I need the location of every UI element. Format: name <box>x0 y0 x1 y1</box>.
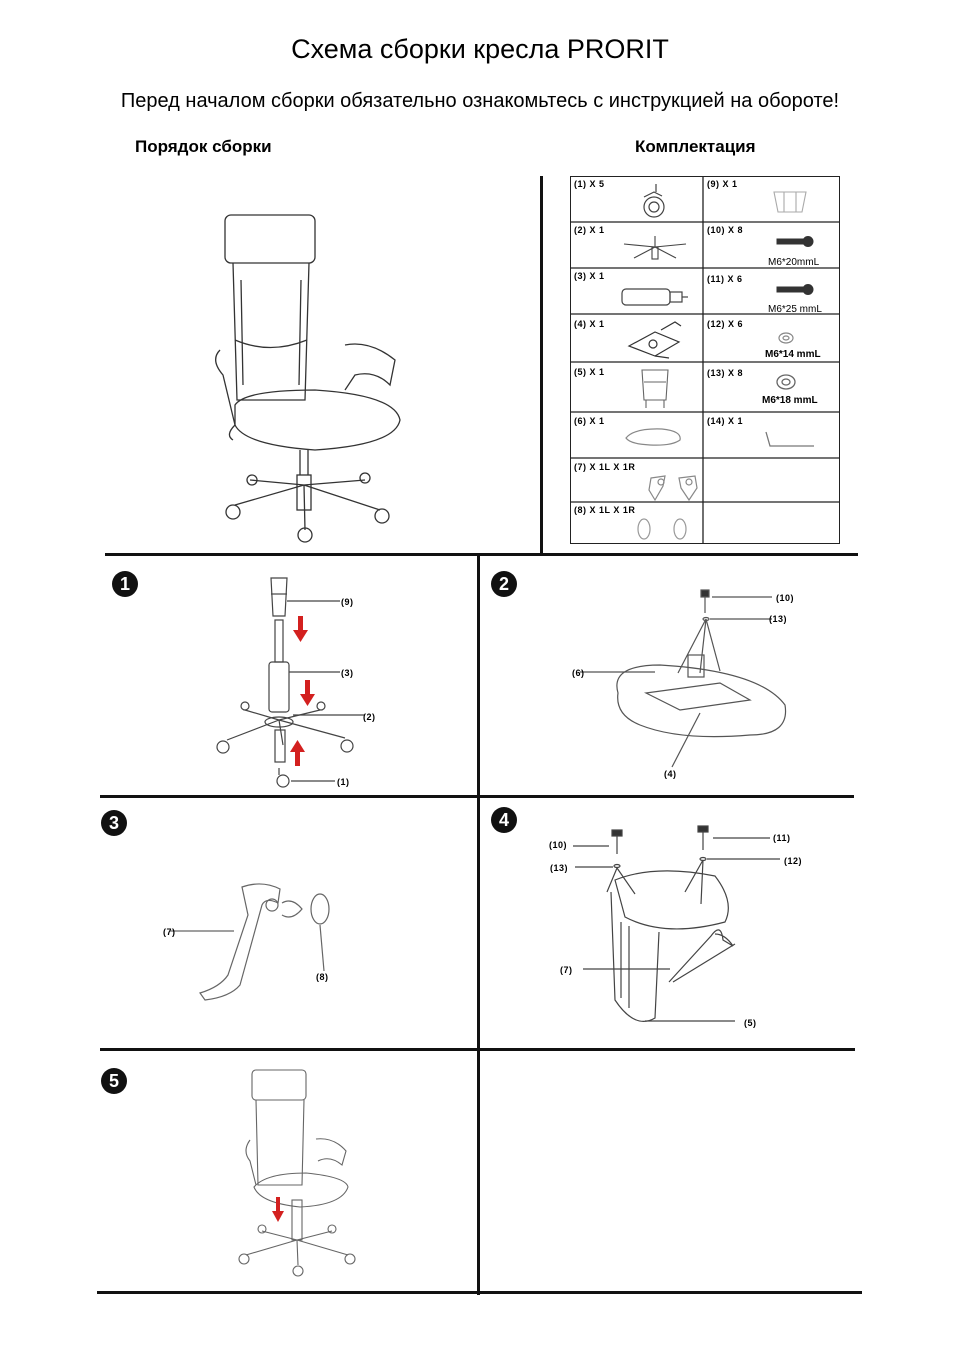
part-label: (12) <box>784 856 803 866</box>
grid-line <box>100 795 854 798</box>
part-label: (10) <box>776 593 795 603</box>
part-label: (1) <box>337 777 350 787</box>
seat-icon <box>622 424 684 448</box>
kit-item-label: (10) X 8 <box>707 225 744 235</box>
part-label: (5) <box>744 1018 757 1028</box>
part-label: (9) <box>341 597 354 607</box>
kit-table-grid <box>570 176 840 544</box>
washer-icon <box>776 330 796 346</box>
kit-divider <box>540 176 543 556</box>
page-subtitle: Перед началом сборки обязательно ознакомьтесь с инструкцией на обороте! <box>120 90 840 112</box>
step5-final-assembly-illustration <box>230 1065 370 1280</box>
kit-item-label: (3) X 1 <box>574 271 605 281</box>
washer-icon <box>774 372 798 392</box>
tilt-mechanism-icon <box>625 318 685 360</box>
hex-key-icon <box>760 428 818 450</box>
grid-line <box>477 555 480 1295</box>
step1-base-assembly-illustration <box>205 570 385 795</box>
part-label: (13) <box>550 863 569 873</box>
step-number: 2 <box>491 571 517 597</box>
step-number: 3 <box>101 810 127 836</box>
grid-line <box>105 553 858 556</box>
star-base-icon <box>620 232 690 262</box>
kit-item-size: M6*18 mmL <box>762 395 818 406</box>
part-label: (13) <box>769 614 788 624</box>
kit-item-label: (6) X 1 <box>574 416 605 426</box>
armrest-pair-icon <box>645 472 701 504</box>
grid-line <box>97 1291 862 1294</box>
kit-item-label: (2) X 1 <box>574 225 605 235</box>
kit-item-label: (4) X 1 <box>574 319 605 329</box>
page-title: Схема сборки кресла PRORIT <box>291 34 669 64</box>
backrest-icon <box>636 366 674 410</box>
gas-cylinder-icon <box>618 284 690 310</box>
kit-item-size: M6*25 mmL <box>768 304 822 315</box>
assembled-chair-illustration <box>205 210 420 550</box>
part-label: (11) <box>773 833 791 843</box>
kit-item-label: (14) X 1 <box>707 416 744 426</box>
step-number: 1 <box>112 571 138 597</box>
kit-item-label: (8) X 1L X 1R <box>574 505 636 515</box>
kit-item-label: (1) X 5 <box>574 179 605 189</box>
part-label: (8) <box>316 972 329 982</box>
part-label: (4) <box>664 769 677 779</box>
part-label: (7) <box>560 965 573 975</box>
step4-backrest-armrest-illustration <box>545 822 805 1042</box>
part-label: (7) <box>163 927 176 937</box>
kit-item-size: M6*20mmL <box>768 257 820 268</box>
kit-contents-heading: Комплектация <box>635 137 756 156</box>
kit-item-label: (9) X 1 <box>707 179 738 189</box>
step3-armrest-illustration <box>170 875 350 1015</box>
kit-item-label: (5) X 1 <box>574 367 605 377</box>
grid-line <box>100 1048 855 1051</box>
part-label: (2) <box>363 712 376 722</box>
bolt-icon <box>775 282 815 298</box>
bolt-icon <box>775 234 815 250</box>
part-label: (3) <box>341 668 354 678</box>
gas-lift-cover-icon <box>768 186 812 216</box>
step2-seat-mechanism-illustration <box>560 585 800 780</box>
kit-item-size: M6*14 mmL <box>765 349 821 360</box>
assembly-order-heading: Порядок сборки <box>135 137 272 156</box>
caster-wheel-icon <box>632 182 672 220</box>
step-number: 5 <box>101 1068 127 1094</box>
kit-item-label: (13) X 8 <box>707 368 744 378</box>
kit-item-label: (12) X 6 <box>707 319 744 329</box>
part-label: (6) <box>572 668 585 678</box>
armrest-pad-pair-icon <box>630 515 692 543</box>
step-number: 4 <box>491 807 517 833</box>
kit-item-label: (11) X 6 <box>707 274 743 284</box>
kit-item-label: (7) X 1L X 1R <box>574 462 636 472</box>
part-label: (10) <box>549 840 568 850</box>
